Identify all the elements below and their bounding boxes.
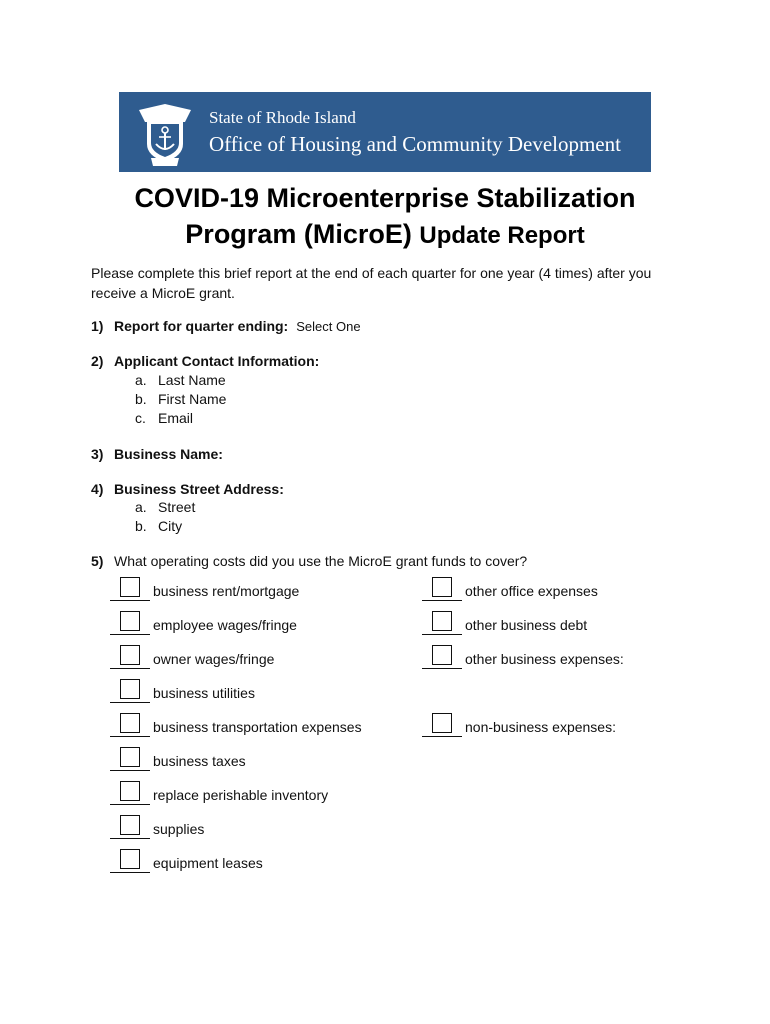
title-program: Program (MicroE) — [185, 219, 412, 249]
checkbox[interactable] — [110, 849, 150, 875]
item-label: Last Name — [158, 372, 226, 388]
q3-number: 3) — [91, 446, 104, 462]
email-field[interactable] — [135, 410, 193, 426]
checkbox[interactable] — [110, 713, 150, 739]
option-label: business transportation expenses — [153, 719, 362, 735]
q1-number: 1) — [91, 318, 104, 334]
agency-office: Office of Housing and Community Development — [209, 132, 621, 156]
state-seal-icon — [125, 92, 205, 172]
checkbox-option[interactable] — [110, 679, 255, 705]
report-title-line2 — [0, 219, 770, 250]
item-letter: c. — [135, 410, 146, 426]
checkbox[interactable] — [422, 611, 462, 637]
checkbox[interactable] — [422, 713, 462, 739]
checkbox[interactable] — [422, 645, 462, 671]
item-label: Email — [158, 410, 194, 426]
first-name-field[interactable] — [135, 391, 226, 407]
item-label: First Name — [158, 391, 227, 407]
option-label: supplies — [153, 821, 205, 837]
title-suffix: Update Report — [419, 222, 585, 249]
checkbox-option[interactable] — [110, 781, 328, 807]
checkbox-option[interactable] — [110, 577, 299, 603]
checkbox-option[interactable] — [422, 645, 624, 671]
item-label: Street — [158, 499, 196, 515]
q2-label: Applicant Contact Information: — [114, 353, 320, 369]
question-1 — [91, 318, 361, 334]
checkbox[interactable] — [422, 577, 462, 603]
option-label: owner wages/fringe — [153, 651, 275, 667]
q5-number: 5) — [91, 553, 104, 569]
option-label: business taxes — [153, 753, 246, 769]
option-label: business rent/mortgage — [153, 583, 300, 599]
question-4 — [91, 481, 284, 497]
checkbox[interactable] — [110, 815, 150, 841]
item-letter: a. — [135, 372, 147, 388]
checkbox[interactable] — [110, 577, 150, 603]
option-label: equipment leases — [153, 855, 263, 871]
report-title-line1: COVID-19 Microenterprise Stabilization — [134, 183, 636, 213]
checkbox[interactable] — [110, 679, 150, 705]
checkbox-option[interactable] — [110, 747, 246, 773]
option-label: other business debt — [465, 617, 588, 633]
item-letter: b. — [135, 518, 147, 534]
item-letter: a. — [135, 499, 147, 515]
quarter-select[interactable]: Select One — [296, 319, 361, 334]
checkbox-option[interactable] — [110, 815, 204, 841]
option-label: business utilities — [153, 685, 255, 701]
q4-number: 4) — [91, 481, 104, 497]
header-banner — [119, 92, 651, 172]
option-label: other office expenses — [465, 583, 598, 599]
question-2 — [91, 353, 319, 369]
agency-state: State of Rhode Island — [209, 108, 356, 127]
option-label: other business expenses: — [465, 651, 624, 667]
checkbox-option[interactable] — [422, 611, 587, 637]
item-label: City — [158, 518, 183, 534]
option-label: replace perishable inventory — [153, 787, 329, 803]
option-label: employee wages/fringe — [153, 617, 297, 633]
checkbox[interactable] — [110, 645, 150, 671]
checkbox[interactable] — [110, 747, 150, 773]
street-field[interactable] — [135, 499, 195, 515]
q5-label: What operating costs did you use the MicroE grant funds to cover? — [114, 553, 528, 569]
business-name-label: Business Name: — [114, 446, 223, 462]
checkbox-option[interactable] — [110, 849, 263, 875]
checkbox-option[interactable] — [110, 713, 362, 739]
question-3[interactable] — [91, 446, 223, 462]
city-field[interactable] — [135, 518, 182, 534]
q2-number: 2) — [91, 353, 104, 369]
option-label: non-business expenses: — [465, 719, 616, 735]
intro-text: Please complete this brief report at the end of each quarter for one year (4 times) after you receive a MicroE grant. — [91, 265, 652, 301]
checkbox-option[interactable] — [422, 713, 616, 739]
checkbox-option[interactable] — [422, 577, 598, 603]
last-name-field[interactable] — [135, 372, 226, 388]
checkbox-option[interactable] — [110, 645, 274, 671]
q1-label: Report for quarter ending: — [114, 318, 289, 334]
question-5 — [91, 553, 527, 569]
checkbox-option[interactable] — [110, 611, 297, 637]
checkbox[interactable] — [110, 781, 150, 807]
checkbox[interactable] — [110, 611, 150, 637]
item-letter: b. — [135, 391, 147, 407]
q4-label: Business Street Address: — [114, 481, 284, 497]
